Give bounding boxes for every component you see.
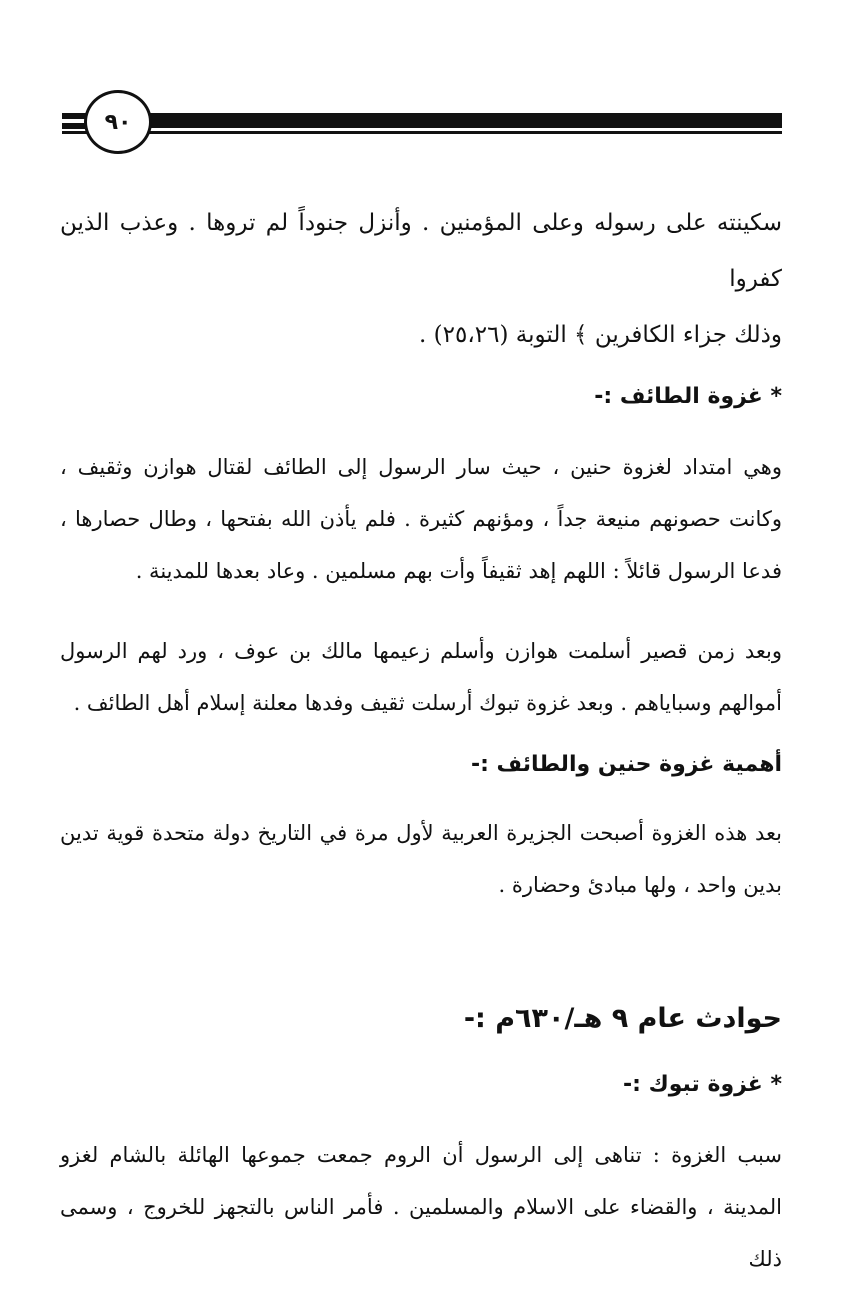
quran-verse-line: سكينته على رسوله وعلى المؤمنين . وأنزل جنوداً لم تروها . وعذب الذين كفروا [60, 210, 782, 292]
paragraph-tabuk: سبب الغزوة : تناهى إلى الرسول أن الروم جمعت جموعها الهائلة بالشام لغزو المدينة ، والقضاء على الاسلام والمسلمين . فأمر الناس بالتجهز للخروج ، وسمى ذلك [60, 1143, 782, 1271]
paragraph-taif-1: وهي امتداد لغزوة حنين ، حيث سار الرسول إلى الطائف لقتال هوازن وثقيف ، وكانت حصونهم منيعة جداً ، ومؤنهم كثيرة . فلم يأذن الله بفتحها ، وطال حصارها ، فدعا الرسول قائلاً : اللهم إهد ثقيفاً وأت بهم مسلمين . وعاد بعدها للمدينة . [60, 455, 782, 583]
section-heading-importance: أهمية غزوة حنين والطائف :- [470, 752, 782, 777]
section-heading-taif: * غزوة الطائف :- [594, 384, 782, 409]
paragraph-taif-2: وبعد زمن قصير أسلمت هوازن وأسلم زعيمها مالك بن عوف ، ورد لهم الرسول أموالهم وسباياهم . وبعد غزوة تبوك أرسلت ثقيف وفدها معلنة إسلام أهل الطائف . [60, 639, 782, 715]
page-number: ٩٠ [104, 109, 132, 135]
page-header [0, 0, 852, 180]
page-number-badge [84, 90, 152, 154]
header-rule-thick [140, 113, 782, 128]
quran-verse-line: وذلك جزاء الكافرين ﴾ التوبة (٢٥،٢٦) . [419, 322, 782, 348]
header-rule-thin [140, 131, 782, 134]
section-heading-year9: حوادث عام ٩ هـ/٦٣٠م :- [463, 1003, 782, 1034]
section-heading-tabuk: * غزوة تبوك :- [623, 1072, 782, 1097]
page-body [60, 195, 782, 1285]
paragraph-importance: بعد هذه الغزوة أصبحت الجزيرة العربية لأول مرة في التاريخ دولة متحدة قوية تدين بدين واحد ، ولها مبادئ وحضارة . [60, 821, 782, 897]
